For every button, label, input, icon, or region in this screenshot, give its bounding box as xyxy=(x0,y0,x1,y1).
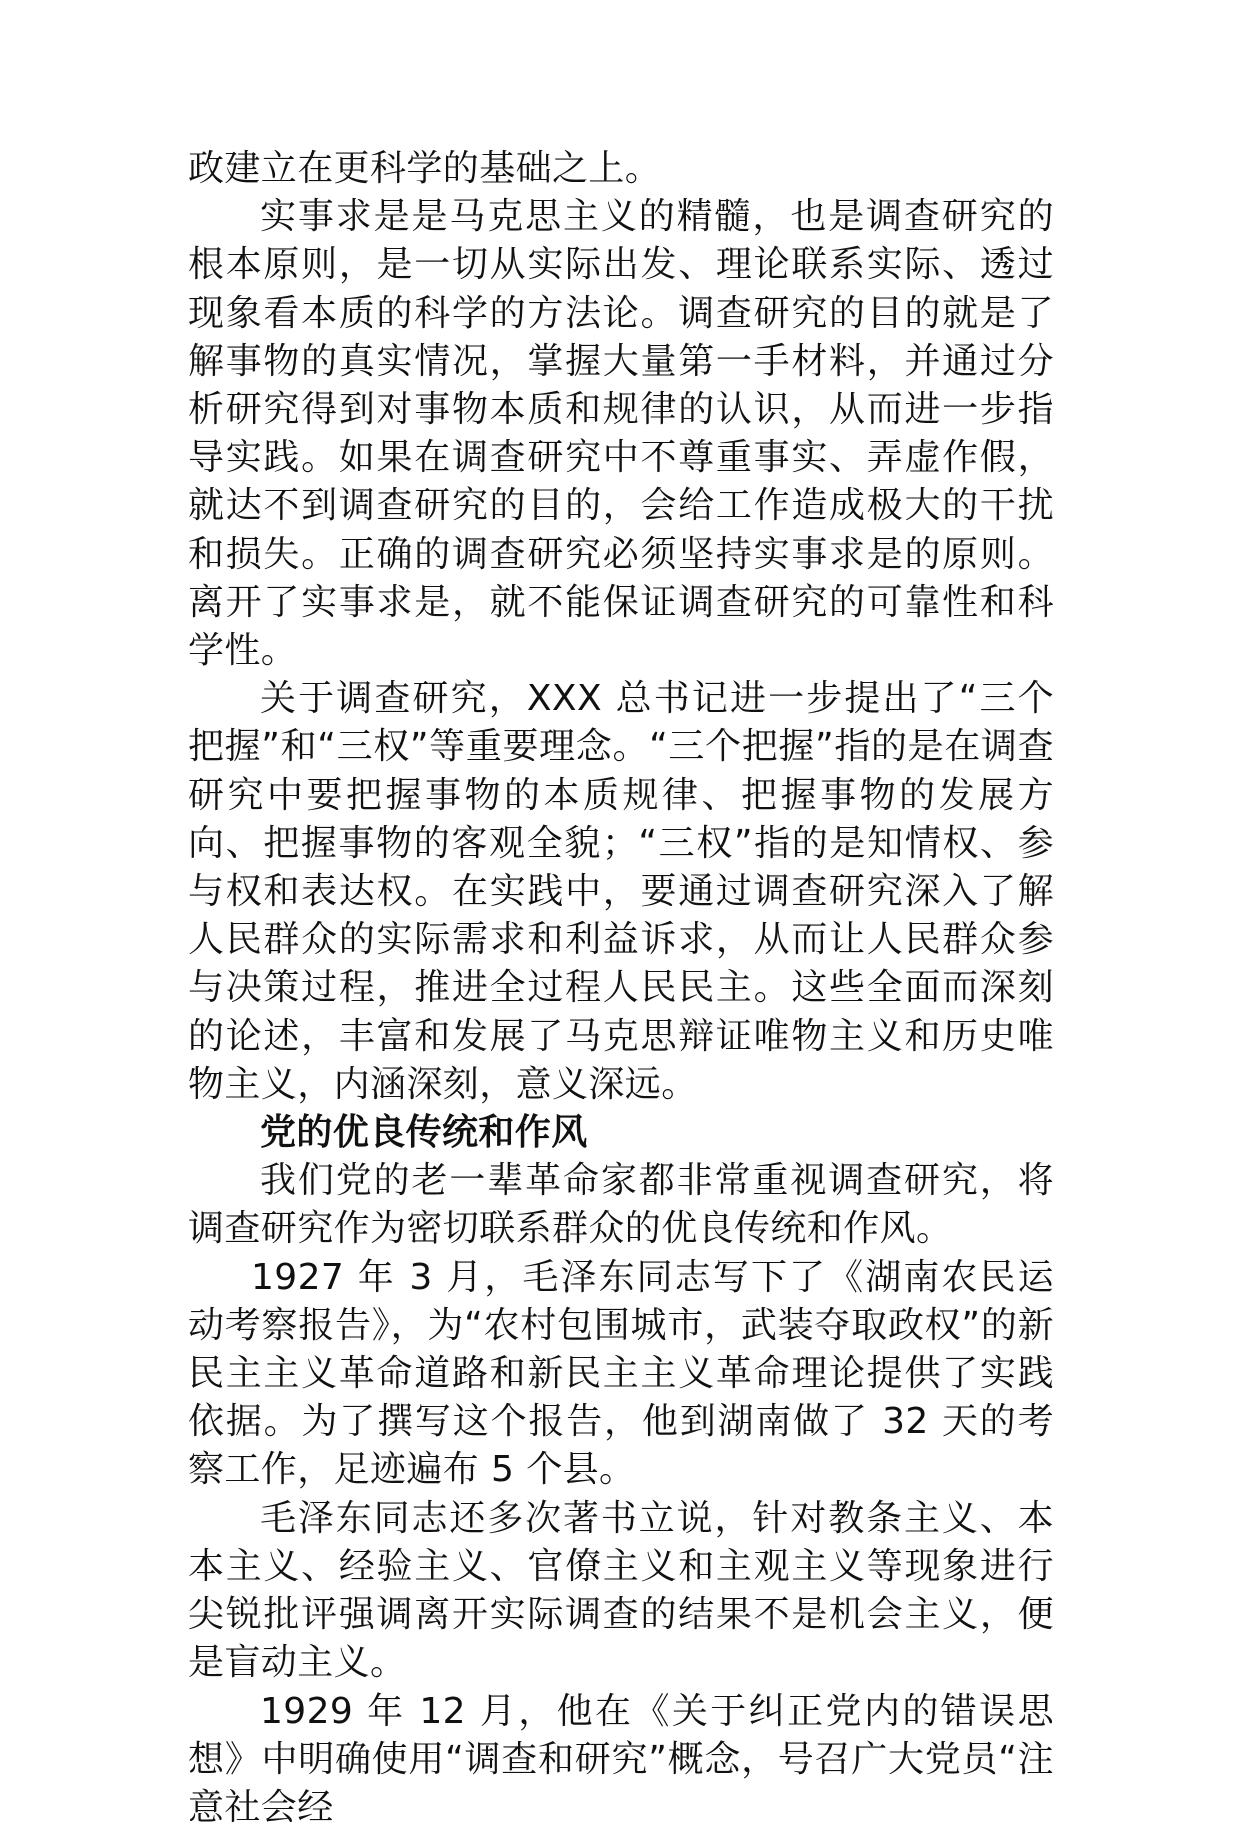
paragraph-seeking-truth: 实事求是是马克思主义的精髓，也是调查研究的根本原则，是一切从实际出发、理论联系实际、透过现象看本质的科学的方法论。调查研究的目的就是了解事物的真实情况，掌握大量第一手材料，并通过分析研究得到对事物本质和规律的认识，从而进一步指导实践。如果在调查研究中不尊重事实、弄虚作假，就达不到调查研究的目的，会给工作造成极大的干扰和损失。正确的调查研究必须坚持实事求是的原则。离开了实事求是，就不能保证调查研究的可靠性和科学性。 xyxy=(188,193,1054,675)
paragraph-revolutionaries: 我们党的老一辈革命家都非常重视调查研究，将调查研究作为密切联系群众的优良传统和作风。 xyxy=(188,1157,1054,1253)
section-heading: 党的优良传统和作风 xyxy=(188,1109,1054,1157)
paragraph-continuation: 政建立在更科学的基础之上。 xyxy=(188,145,1054,193)
paragraph-1929: 1929 年 12 月，他在《关于纠正党内的错误思想》中明确使用“调查和研究”概念，号召广大党员“注意社会经 xyxy=(188,1688,1054,1832)
paragraph-three-grasps: 关于调查研究，XXX 总书记进一步提出了“三个把握”和“三权”等重要理念。“三个把握”指的是在调查研究中要把握事物的本质规律、把握事物的发展方向、把握事物的客观全貌；“三权”指的是知情权、参与权和表达权。在实践中，要通过调查研究深入了解人民群众的实际需求和利益诉求，从而让人民群众参与决策过程，推进全过程人民民主。这些全面而深刻的论述，丰富和发展了马克思辩证唯物主义和历史唯物主义，内涵深刻，意义深远。 xyxy=(188,675,1054,1109)
paragraph-criticism: 毛泽东同志还多次著书立说，针对教条主义、本本主义、经验主义、官僚主义和主观主义等现象进行尖锐批评强调离开实际调查的结果不是机会主义，便是盲动主义。 xyxy=(188,1495,1054,1688)
paragraph-hunan-report: 1927 年 3 月，毛泽东同志写下了《湖南农民运动考察报告》，为“农村包围城市，武装夺取政权”的新民主主义革命道路和新民主主义革命理论提供了实践依据。为了撰写这个报告，他到湖南做了 32 天的考察工作，足迹遍布 5 个县。 xyxy=(188,1254,1054,1495)
document-body xyxy=(188,145,1054,1832)
